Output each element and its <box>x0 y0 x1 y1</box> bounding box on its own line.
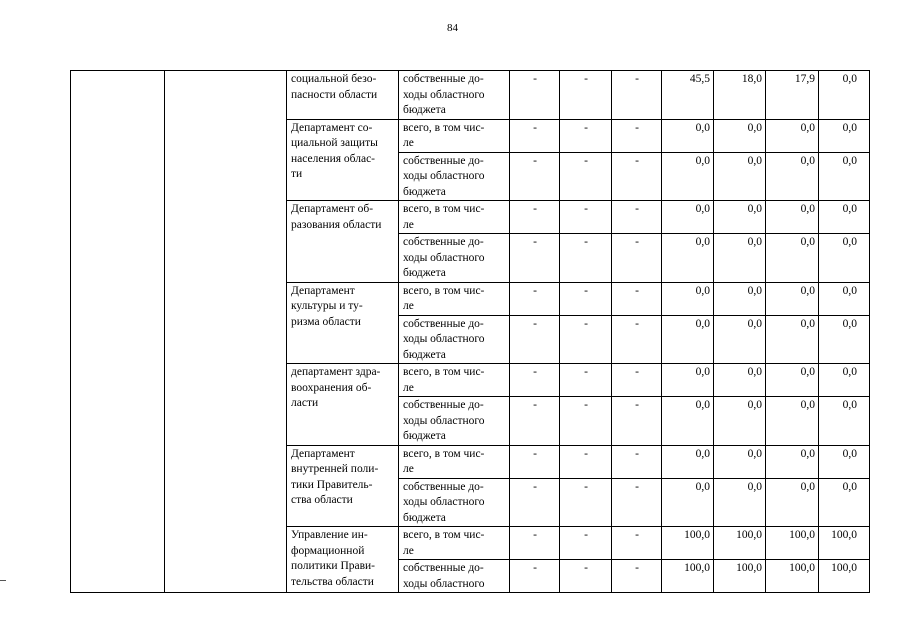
dash-cell: - <box>510 71 560 120</box>
dash-cell: - <box>510 152 560 201</box>
value-cell: 0,0 <box>662 445 714 478</box>
organization-cell: Департамент культуры и ту- ризма области <box>287 282 399 364</box>
value-cell: 0,0 <box>662 234 714 283</box>
funding-source-cell: всего, в том чис- ле <box>399 527 510 560</box>
dash-cell: - <box>612 201 662 234</box>
value-cell: 0,0 <box>819 152 870 201</box>
funding-source-cell: собственные до- ходы областного бюджета <box>399 315 510 364</box>
dash-cell: - <box>510 445 560 478</box>
dash-cell: - <box>510 201 560 234</box>
dash-cell: - <box>612 560 662 593</box>
dash-cell: - <box>612 71 662 120</box>
dash-cell: - <box>560 282 612 315</box>
value-cell: 0,0 <box>714 445 766 478</box>
value-cell: 0,0 <box>714 364 766 397</box>
dash-cell: - <box>560 445 612 478</box>
value-cell: 0,0 <box>662 152 714 201</box>
value-cell: 18,0 <box>714 71 766 120</box>
table-body <box>71 71 870 593</box>
value-cell: 100,0 <box>766 560 819 593</box>
value-cell: 0,0 <box>819 445 870 478</box>
funding-source-cell: всего, в том чис- ле <box>399 282 510 315</box>
value-cell: 0,0 <box>819 315 870 364</box>
value-cell: 0,0 <box>662 397 714 446</box>
value-cell: 0,0 <box>662 315 714 364</box>
value-cell: 0,0 <box>662 364 714 397</box>
funding-source-cell: собственные до- ходы областного бюджета <box>399 478 510 527</box>
value-cell: 0,0 <box>662 282 714 315</box>
dash-cell: - <box>560 234 612 283</box>
dash-cell: - <box>560 478 612 527</box>
organization-cell: Департамент со- циальной защиты населения облас- ти <box>287 119 399 201</box>
value-cell: 0,0 <box>662 119 714 152</box>
dash-cell: - <box>510 527 560 560</box>
value-cell: 0,0 <box>819 282 870 315</box>
dash-cell: - <box>510 315 560 364</box>
dash-cell: - <box>560 119 612 152</box>
value-cell: 17,9 <box>766 71 819 120</box>
value-cell: 45,5 <box>662 71 714 120</box>
dash-cell: - <box>560 315 612 364</box>
dash-cell: - <box>612 234 662 283</box>
dash-cell: - <box>560 152 612 201</box>
funding-source-cell: всего, в том чис- ле <box>399 364 510 397</box>
organization-cell: Управление ин- формационной политики Прави- тельства области <box>287 527 399 593</box>
value-cell: 0,0 <box>662 478 714 527</box>
value-cell: 0,0 <box>819 478 870 527</box>
value-cell: 0,0 <box>662 201 714 234</box>
funding-source-cell: всего, в том чис- ле <box>399 201 510 234</box>
value-cell: 0,0 <box>714 234 766 283</box>
dash-cell: - <box>510 119 560 152</box>
dash-cell: - <box>560 527 612 560</box>
dash-cell: - <box>612 364 662 397</box>
dash-cell: - <box>612 282 662 315</box>
funding-source-cell: собственные до- ходы областного <box>399 560 510 593</box>
funding-source-cell: всего, в том чис- ле <box>399 445 510 478</box>
value-cell: 0,0 <box>714 478 766 527</box>
dash-cell: - <box>612 152 662 201</box>
value-cell: 100,0 <box>819 527 870 560</box>
value-cell: 0,0 <box>819 201 870 234</box>
value-cell: 0,0 <box>819 71 870 120</box>
dash-cell: - <box>560 560 612 593</box>
value-cell: 0,0 <box>766 478 819 527</box>
value-cell: 100,0 <box>819 560 870 593</box>
dash-cell: - <box>612 397 662 446</box>
funding-source-cell: собственные до- ходы областного бюджета <box>399 234 510 283</box>
value-cell: 100,0 <box>662 560 714 593</box>
value-cell: 100,0 <box>714 560 766 593</box>
organization-cell: Департамент об- разования области <box>287 201 399 283</box>
value-cell: 0,0 <box>819 364 870 397</box>
value-cell: 0,0 <box>714 315 766 364</box>
value-cell: 100,0 <box>662 527 714 560</box>
budget-table <box>70 70 870 593</box>
value-cell: 100,0 <box>766 527 819 560</box>
dash-cell: - <box>510 234 560 283</box>
funding-source-cell: всего, в том чис- ле <box>399 119 510 152</box>
page-number: 84 <box>447 22 458 34</box>
value-cell: 0,0 <box>714 397 766 446</box>
dash-cell: - <box>612 315 662 364</box>
value-cell: 0,0 <box>766 152 819 201</box>
value-cell: 0,0 <box>766 282 819 315</box>
dash-cell: - <box>612 527 662 560</box>
value-cell: 0,0 <box>819 397 870 446</box>
dash-cell: - <box>612 445 662 478</box>
dash-cell: - <box>560 201 612 234</box>
dash-cell: - <box>560 364 612 397</box>
value-cell: 0,0 <box>766 445 819 478</box>
dash-cell: - <box>510 397 560 446</box>
dash-cell: - <box>510 364 560 397</box>
value-cell: 0,0 <box>714 119 766 152</box>
dash-cell: - <box>612 478 662 527</box>
value-cell: 0,0 <box>766 201 819 234</box>
value-cell: 0,0 <box>766 315 819 364</box>
dash-cell: - <box>560 71 612 120</box>
dash-cell: - <box>510 560 560 593</box>
value-cell: 0,0 <box>819 234 870 283</box>
value-cell: 0,0 <box>766 234 819 283</box>
value-cell: 0,0 <box>819 119 870 152</box>
funding-source-cell: собственные до- ходы областного бюджета <box>399 152 510 201</box>
value-cell: 0,0 <box>714 152 766 201</box>
value-cell: 0,0 <box>714 201 766 234</box>
dash-cell: - <box>510 282 560 315</box>
dash-cell: - <box>612 119 662 152</box>
value-cell: 0,0 <box>766 119 819 152</box>
dash-cell: - <box>510 478 560 527</box>
margin-mark <box>0 580 6 581</box>
blank-column-2 <box>165 71 287 593</box>
funding-source-cell: собственные до- ходы областного бюджета <box>399 397 510 446</box>
value-cell: 0,0 <box>714 282 766 315</box>
value-cell: 0,0 <box>766 397 819 446</box>
organization-cell: департамент здра- воохранения об- ласти <box>287 364 399 446</box>
organization-cell: Департамент внутренней поли- тики Правитель- ства области <box>287 445 399 527</box>
blank-column-1 <box>71 71 165 593</box>
value-cell: 0,0 <box>766 364 819 397</box>
funding-source-cell: собственные до- ходы областного бюджета <box>399 71 510 120</box>
value-cell: 100,0 <box>714 527 766 560</box>
dash-cell: - <box>560 397 612 446</box>
table-row <box>71 71 870 120</box>
organization-cell: социальной безо- пасности области <box>287 71 399 120</box>
